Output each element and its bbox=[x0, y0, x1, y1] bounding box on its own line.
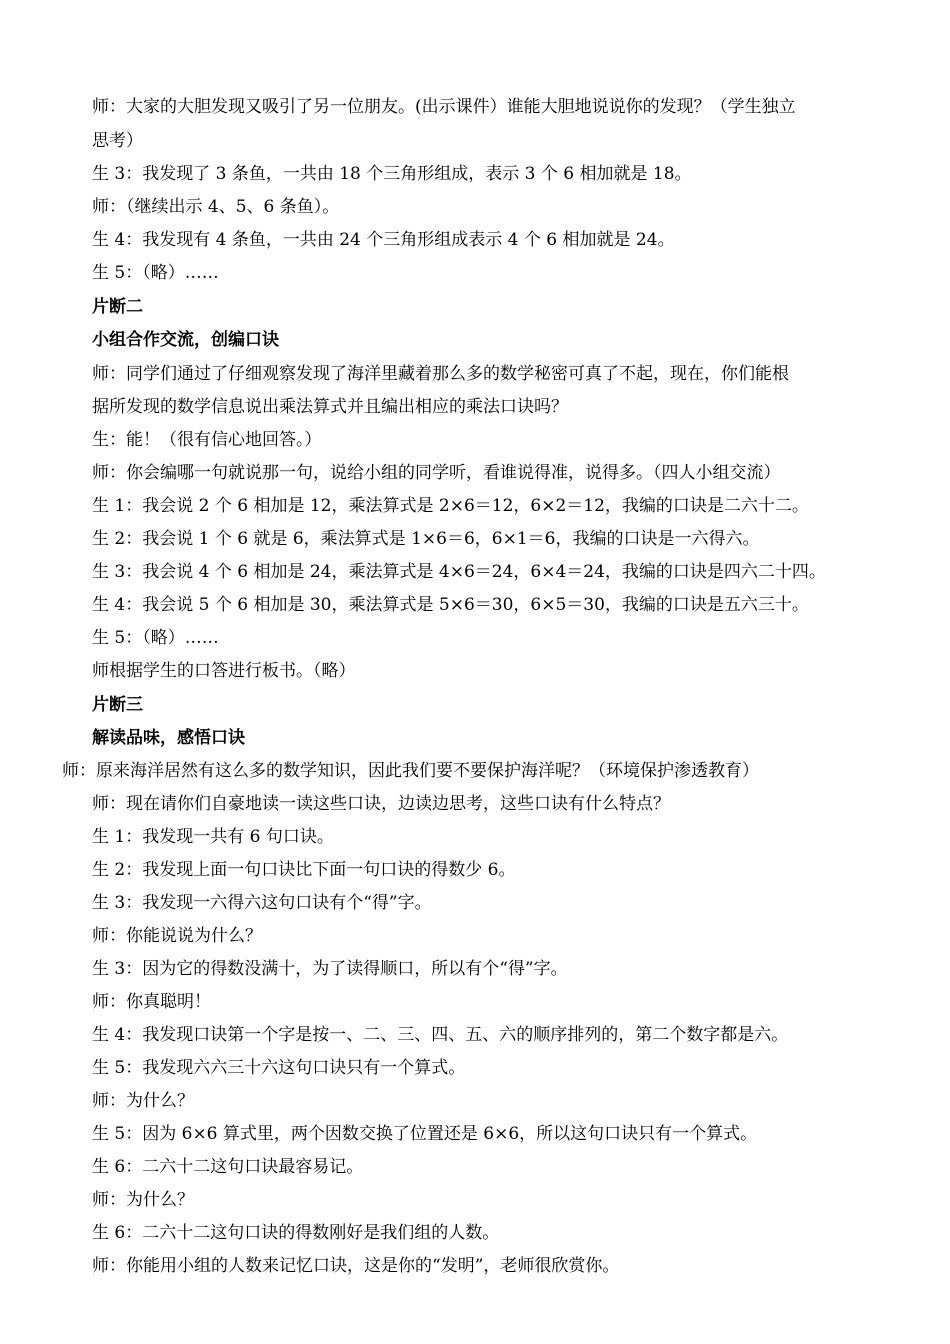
section-heading: 片断三 bbox=[92, 695, 143, 715]
text-line: 师根据学生的口答进行板书。（略） bbox=[92, 661, 356, 681]
text-line: 生 5：因为 6×6 算式里，两个因数交换了位置还是 6×6，所以这句口诀只有一个算式。 bbox=[92, 1124, 758, 1144]
text-line: 师：（继续出示 4、5、6 条鱼）。 bbox=[92, 197, 340, 217]
text-line: 师：原来海洋居然有这么多的数学知识，因此我们要不要保护海洋呢？（环境保护渗透教育） bbox=[62, 761, 759, 781]
text-line: 生 3：因为它的得数没满十，为了读得顺口，所以有个“得”字。 bbox=[92, 959, 568, 979]
text-line: 师：你会编哪一句就说那一句，说给小组的同学听，看谁说得准，说得多。（四人小组交流） bbox=[92, 463, 781, 483]
text-line: 师：你能说说为什么？ bbox=[92, 926, 262, 946]
text-line: 生 1：我发现一共有 6 句口诀。 bbox=[92, 827, 334, 847]
text-line: 思考） bbox=[92, 131, 143, 151]
text-line: 据所发现的数学信息说出乘法算式并且编出相应的乘法口诀吗？ bbox=[92, 397, 568, 417]
section-subheading: 小组合作交流，创编口诀 bbox=[92, 330, 279, 350]
text-line: 生：能！（很有信心地回答。） bbox=[92, 430, 322, 450]
text-line: 师：大家的大胆发现又吸引了另一位朋友。(出示课件）谁能大胆地说说你的发现？（学生独立 bbox=[92, 97, 796, 117]
text-line: 生 4：我发现有 4 条鱼，一共由 24 个三角形组成表示 4 个 6 相加就是 24。 bbox=[92, 230, 675, 250]
text-line: 生 3：我发现一六得六这句口诀有个“得”字。 bbox=[92, 893, 432, 913]
text-line: 生 3：我会说 4 个 6 相加是 24，乘法算式是 4×6＝24，6×4＝24，我编的口诀是四六二十四。 bbox=[92, 562, 826, 582]
text-line: 师：现在请你们自豪地读一读这些口诀，边读边思考，这些口诀有什么特点？ bbox=[92, 794, 670, 814]
text-line: 生 3：我发现了 3 条鱼，一共由 18 个三角形组成，表示 3 个 6 相加就是 18。 bbox=[92, 164, 692, 184]
text-line: 师：为什么？ bbox=[92, 1091, 194, 1111]
text-line: 生 2：我会说 1 个 6 就是 6，乘法算式是 1×6＝6，6×1＝6，我编的口诀是一六得六。 bbox=[92, 529, 760, 549]
text-line: 师：你能用小组的人数来记忆口诀，这是你的“发明”，老师很欣赏你。 bbox=[92, 1256, 620, 1276]
text-line: 生 6：二六十二这句口诀的得数刚好是我们组的人数。 bbox=[92, 1223, 500, 1243]
text-line: 生 5：我发现六六三十六这句口诀只有一个算式。 bbox=[92, 1058, 466, 1078]
text-line: 生 4：我发现口诀第一个字是按一、二、三、四、五、六的顺序排列的，第二个数字都是六。 bbox=[92, 1025, 789, 1045]
section-subheading: 解读品味，感悟口诀 bbox=[92, 728, 245, 748]
text-line: 生 1：我会说 2 个 6 相加是 12，乘法算式是 2×6＝12，6×2＝12，我编的口诀是二六十二。 bbox=[92, 496, 809, 516]
text-line: 师：同学们通过了仔细观察发现了海洋里藏着那么多的数学秘密可真了不起，现在，你们能根 bbox=[92, 364, 789, 384]
text-line: 师：你真聪明！ bbox=[92, 992, 211, 1012]
text-line: 师：为什么？ bbox=[92, 1190, 194, 1210]
text-line: 生 5：（略）…… bbox=[92, 263, 219, 283]
text-line: 生 5：（略）…… bbox=[92, 628, 219, 648]
text-line: 生 6：二六十二这句口诀最容易记。 bbox=[92, 1157, 364, 1177]
text-line: 生 2：我发现上面一句口诀比下面一句口诀的得数少 6。 bbox=[92, 860, 516, 880]
text-line: 生 4：我会说 5 个 6 相加是 30，乘法算式是 5×6＝30，6×5＝30，我编的口诀是五六三十。 bbox=[92, 595, 809, 615]
section-heading: 片断二 bbox=[92, 297, 143, 317]
